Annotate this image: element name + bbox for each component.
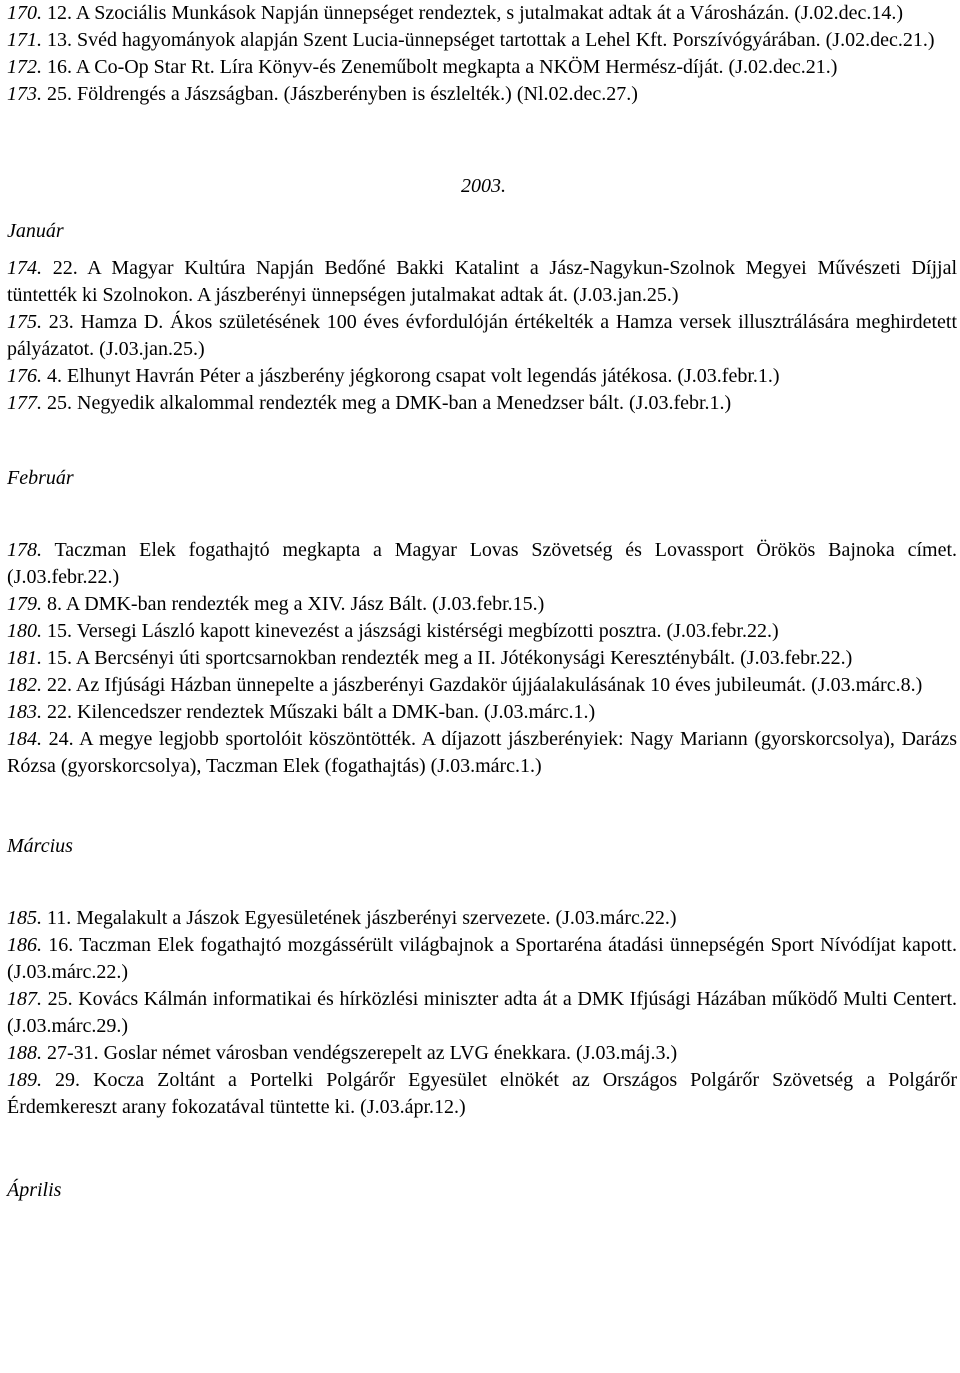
entry-number: 176. <box>7 365 42 387</box>
section-december <box>7 0 957 108</box>
entry-181 <box>7 645 957 672</box>
entry-number: 187. <box>7 988 42 1010</box>
entry-175 <box>7 309 957 363</box>
entry-176 <box>7 363 957 390</box>
entry-188 <box>7 1040 957 1067</box>
entry-number: 182. <box>7 674 42 696</box>
entry-text: 15. A Bercsényi úti sportcsarnokban rendezték meg a II. Jótékonysági Kereszténybált. (J.03.febr.22.) <box>42 647 853 669</box>
entry-number: 180. <box>7 620 42 642</box>
document-page <box>7 0 957 1204</box>
entry-text: 23. Hamza D. Ákos születésének 100 éves évfordulóján értékelték a Hamza versek illusztrálására meghirdetett pályázatot. (J.03.jan.25.) <box>7 311 957 360</box>
entry-185 <box>7 905 957 932</box>
entry-187 <box>7 986 957 1040</box>
entry-number: 186. <box>7 934 42 956</box>
year-heading: 2003. <box>461 175 506 197</box>
entry-number: 185. <box>7 907 42 929</box>
entry-number: 178. <box>7 539 42 561</box>
entry-text: 16. Taczman Elek fogathajtó mozgássérült világbajnok a Sportaréna átadási ünnepségén Sport Nívódíjat kapott. (J.03.márc.22.) <box>7 934 957 983</box>
entry-text: 15. Versegi László kapott kinevezést a jászsági kistérségi megbízotti posztra. (J.03.febr.22.) <box>42 620 779 642</box>
entry-text: 25. Földrengés a Jászságban. (Jászberényben is észlelték.) (Nl.02.dec.27.) <box>42 83 638 105</box>
entry-170 <box>7 0 957 27</box>
entry-189 <box>7 1067 957 1121</box>
entry-number: 181. <box>7 647 42 669</box>
section-february <box>7 537 957 780</box>
entry-183 <box>7 699 957 726</box>
entry-173 <box>7 81 957 108</box>
entry-text: 11. Megalakult a Jászok Egyesületének jászberényi szervezete. (J.03.márc.22.) <box>42 907 677 929</box>
section-january <box>7 255 957 417</box>
month-heading-january: Január <box>7 220 64 242</box>
entry-171 <box>7 27 957 54</box>
section-march <box>7 905 957 1121</box>
entry-number: 183. <box>7 701 42 723</box>
entry-182 <box>7 672 957 699</box>
entry-text: 25. Negyedik alkalommal rendezték meg a DMK-ban a Menedzser bált. (J.03.febr.1.) <box>42 392 732 414</box>
entry-number: 188. <box>7 1042 42 1064</box>
entry-text: Taczman Elek fogathajtó megkapta a Magyar Lovas Szövetség és Lovassport Örökös Bajnoka címet. (J.03.febr.22.) <box>7 539 957 588</box>
entry-number: 170. <box>7 2 42 24</box>
entry-number: 184. <box>7 728 42 750</box>
month-heading-march: Március <box>7 835 73 857</box>
entry-180 <box>7 618 957 645</box>
entry-174 <box>7 255 957 309</box>
entry-number: 171. <box>7 29 42 51</box>
entry-text: 27-31. Goslar német városban vendégszerepelt az LVG énekkara. (J.03.máj.3.) <box>42 1042 678 1064</box>
entry-text: 22. Kilencedszer rendeztek Műszaki bált a DMK-ban. (J.03.márc.1.) <box>42 701 596 723</box>
entry-179 <box>7 591 957 618</box>
entry-text: 22. Az Ifjúsági Házban ünnepelte a jászberényi Gazdakör újjáalakulásának 10 éves jubileumát. (J.03.márc.8.) <box>42 674 923 696</box>
entry-number: 174. <box>7 257 42 279</box>
entry-text: 12. A Szociális Munkások Napján ünnepséget rendeztek, s jutalmakat adtak át a Városházán. (J.02.dec.14.) <box>42 2 904 24</box>
entry-number: 175. <box>7 311 42 333</box>
entry-184 <box>7 726 957 780</box>
entry-text: 25. Kovács Kálmán informatikai és hírközlési miniszter adta át a DMK Ifjúsági Házában működő Multi Centert. (J.03.márc.29.) <box>7 988 957 1037</box>
month-heading-april: Április <box>7 1179 62 1201</box>
month-heading-february: Február <box>7 467 74 489</box>
entry-number: 179. <box>7 593 42 615</box>
entry-text: 13. Svéd hagyományok alapján Szent Lucia-ünnepséget tartottak a Lehel Kft. Porszívógyárában. (J.02.dec.21.) <box>42 29 935 51</box>
entry-number: 172. <box>7 56 42 78</box>
entry-number: 177. <box>7 392 42 414</box>
entry-text: 24. A megye legjobb sportolóit köszöntötték. A díjazott jászberényiek: Nagy Mariann (gyorskorcsolya), Darázs Rózsa (gyorskorcsolya), Taczman Elek (fogathajtás) (J.03.márc.1.) <box>7 728 957 777</box>
year-header <box>7 173 957 255</box>
entry-text: 29. Kocza Zoltánt a Portelki Polgárőr Egyesület elnökét az Országos Polgárőr Szövetség a Polgárőr Érdemkereszt arany fokozatával tüntette ki. (J.03.ápr.12.) <box>7 1069 957 1118</box>
entry-text: 4. Elhunyt Havrán Péter a jászberény jégkorong csapat volt legendás játékosa. (J.03.febr.1.) <box>42 365 780 387</box>
entry-number: 173. <box>7 83 42 105</box>
entry-186 <box>7 932 957 986</box>
entry-177 <box>7 390 957 417</box>
entry-178 <box>7 537 957 591</box>
entry-text: 8. A DMK-ban rendezték meg a XIV. Jász Bált. (J.03.febr.15.) <box>42 593 545 615</box>
entry-number: 189. <box>7 1069 42 1091</box>
entry-172 <box>7 54 957 81</box>
entry-text: 22. A Magyar Kultúra Napján Bedőné Bakki Katalint a Jász-Nagykun-Szolnok Megyei Művészeti Díjjal tüntették ki Szolnokon. A jászberényi ünnepségen jutalmakat adtak át. (J.03.jan.25.) <box>7 257 957 306</box>
entry-text: 16. A Co-Op Star Rt. Líra Könyv-és Zeneműbolt megkapta a NKÖM Hermész-díját. (J.02.dec.21.) <box>42 56 838 78</box>
